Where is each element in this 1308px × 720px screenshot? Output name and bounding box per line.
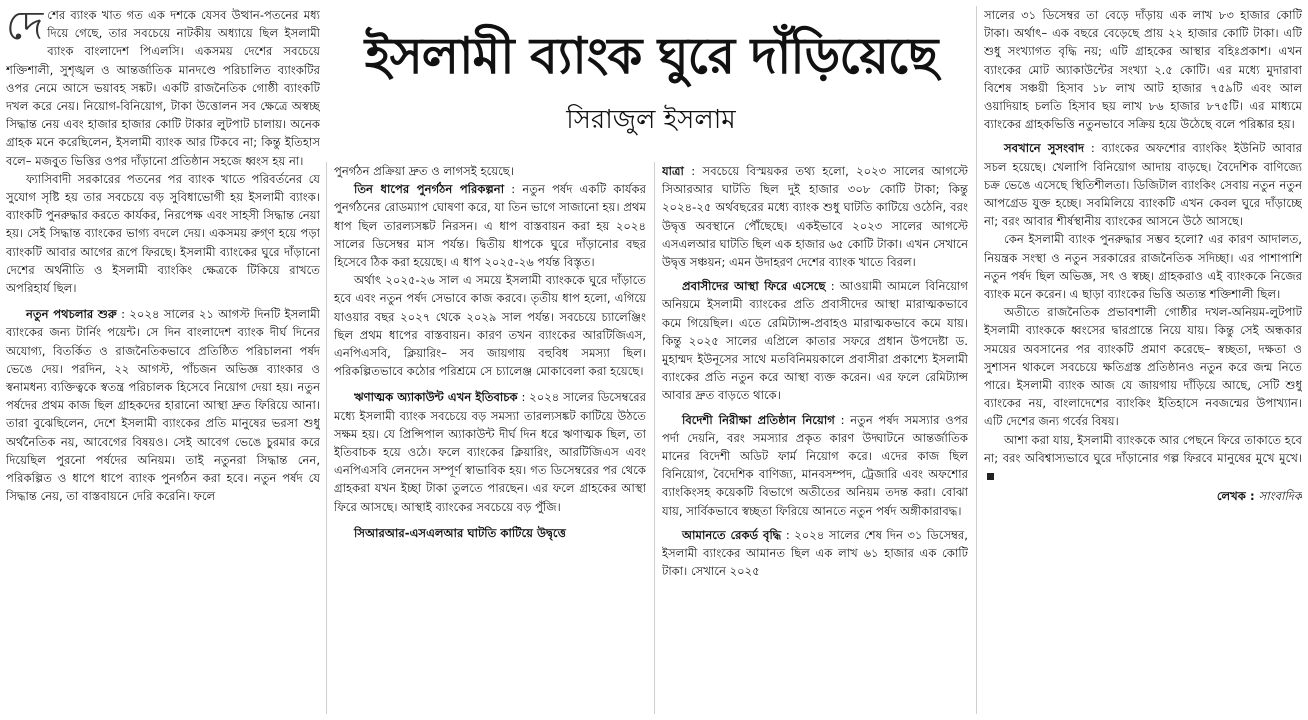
column-divider	[976, 6, 977, 714]
paragraph-text: আশা করা যায়, ইসলামী ব্যাংককে আর পেছনে ফিরে তাকাতে হবে না; বরং অবিশ্বাস্যভাবে ঘুরে দাঁড়ানোর গল্প ফিরবে মানুষের মুখে মুখে।	[984, 432, 1302, 465]
paragraph-text: : নতুন পর্ষদ সমস্যার ওপর পর্দা দেয়নি, বরং সমস্যার প্রকৃত কারণ উদ্ঘাটনে আন্তর্জাতিক মানের বিদেশী অডিট ফার্ম নিয়োগ করে। এদের কাজ ছিল বিনিয়োগ, বৈদেশিক বাণিজ্য, মানবসম্পদ, ট্রেজারি এবং অফশোর ব্যাংকিংসহ কয়েকটি বিভাগে অতীতের অনিয়ম তদন্ত করা। বোঝা যায়, সার্বিকভাবে স্বচ্ছতা ফিরিয়ে আনতে নতুন পর্ষদ অঙ্গীকারাবদ্ধ।	[662, 412, 968, 518]
paragraph	[984, 431, 1302, 486]
subheading: বিদেশী নিরীক্ষা প্রতিষ্ঠান নিয়োগ	[682, 412, 835, 427]
author-label: লেখক :	[1216, 489, 1255, 504]
paragraph	[984, 139, 1302, 230]
paragraph	[662, 411, 968, 520]
subheading: ঋণাত্মক অ্যাকাউন্ট এখন ইতিবাচক	[354, 390, 518, 405]
paragraph-text: : নতুন পর্ষদ একটি কার্যকর পুনর্গঠনের রোডম্যাপ ঘোষণা করে, যা তিন ভাগে সাজানো হয়। প্রথম ধাপ ছিল তারল্যসঙ্কট নিরসন। এ ধাপ বাস্তবায়ন করা হয় ২০২৪ সালের ডিসেম্বর মাস পর্যন্ত। দ্বিতীয় ধাপকে ঘুরে দাঁড়ানোর বছর হিসেবে ঠিক করা হয়েছে। এ ধাপ ২০২৫-২৬ পর্যন্ত বিস্তৃত।	[334, 182, 646, 270]
subheading: নতুন পথচলার শুরু	[26, 307, 117, 322]
byline: সিরাজুল ইসলাম	[566, 105, 736, 135]
paragraph-text: : ২০২৪ সালের ২১ আগস্ট দিনটি ইসলামী ব্যাংকের জন্য টার্নিং পয়েন্ট। সে দিন বাংলাদেশ ব্যাংক দীর্ঘ দিনের অযোগ্য, বিতর্কিত ও রাজনৈতিকভাবে প্রতিষ্ঠিত পরিচালনা পর্ষদ ভেঙে দেয়। পরদিন, ২২ আগস্ট, পাঁচজন অভিজ্ঞ ব্যাংকার ও স্বনামধন্য ব্যক্তিত্বকে স্বতন্ত্র পরিচালক হিসেবে নিয়োগ দেয়া হয়। নতুন পর্ষদের প্রথম কাজ ছিল গ্রাহকদের হারানো আস্থা দ্রুত ফিরিয়ে আনা। তারা বুঝেছিলেন, দেশে ইসলামী ব্যাংকের প্রতি মানুষের ভরসা শুধু অর্থনৈতিক নয়, আবেগের বিষয়ও। সেই আবেগ ভেঙে চুরমার করে দিয়েছিল পুরনো পর্ষদের অনিয়ম। তাই নতুনরা সিদ্ধান্ত নেন, পরিকল্পিত ও ধাপে ধাপে ব্যাংক পুনর্গঠন করা হবে। নতুন পর্ষদ যে সিদ্ধান্ত নেয়, তা বাস্তবায়নে দেরি করেনি। ফলে	[6, 307, 320, 504]
paragraph	[334, 388, 646, 515]
intro-text: শের ব্যাংক খাত গত এক দশকে যেসব উত্থান-পতনের মধ্য দিয়ে গেছে, তার সবচেয়ে নাটকীয় অধ্যায়ে ছিল ইসলামী ব্যাংক বাংলাদেশ পিএলসি। একসময় দেশের সবচেয়ে শক্তিশালী, সুশৃঙ্খল ও আন্তর্জাতিক মানদণ্ডে পরিচালিত ব্যাংকটির ওপর নেমে আসে ভয়াবহ সঙ্কট। একটি রাজনৈতিক গোষ্ঠী ব্যাংকটি দখল করে নেয়। নিয়োগ-বিনিয়োগ, টাকা উত্তোলন সব ক্ষেত্রে অস্বচ্ছ সিদ্ধান্ত নেয় এবং হাজার হাজার কোটি টাকার লুটপাট চালায়। অনেক গ্রাহক মনে করেছিলেন, ইসলামী ব্যাংক আর টিকবে না; কিন্তু ইতিহাস বলে– মজবুত ভিত্তির ওপর দাঁড়ানো প্রতিষ্ঠান সহজে ধ্বংস হয় না।	[6, 8, 320, 168]
paragraph	[334, 524, 646, 542]
paragraph-text: : ২০২৪ সালের ডিসেম্বরের মধ্যে ইসলামী ব্যাংক সবচেয়ে বড় সমস্যা তারল্যসঙ্কট কাটিয়ে উঠতে সক্ষম হয়। যে প্রিন্সিপাল অ্যাকাউন্ট দীর্ঘ দিন ধরে ঋণাত্মক ছিল, তা ইতিবাচক হয়ে ওঠে। ফলে ব্যাংকের ক্লিয়ারিং, আরটিজিএস এবং এনপিএসবি লেনদেন সম্পূর্ণ স্বাভাবিক হয়। গত ডিসেম্বরের পর থেকে গ্রাহকরা যখন ইচ্ছা টাকা তুলতে পারছেন। এর ফলে গ্রাহকের আস্থা ফিরে আসছে। আস্থাই ব্যাংকের সবচেয়ে বড় পুঁজি।	[334, 390, 646, 514]
article-column-2	[334, 162, 646, 718]
subheading: আমানতে রেকর্ড বৃদ্ধি	[682, 527, 782, 542]
paragraph	[6, 305, 320, 505]
column-divider	[326, 162, 327, 714]
article-column-1	[6, 6, 320, 718]
paragraph	[334, 180, 646, 271]
paragraph	[662, 277, 968, 404]
article-column-3	[662, 162, 968, 718]
paragraph: সালের ৩১ ডিসেম্বর তা বেড়ে দাঁড়ায় এক লাখ ৮৩ হাজার কোটি টাকা। অর্থাৎ– এক বছরে বেড়েছে প্রায় ২২ হাজার কোটি টাকা। এটি শুধু সংখ্যাগত বৃদ্ধি নয়; এটি গ্রাহকের আস্থার বহিঃপ্রকাশ। এখন ব্যাংকের মোট অ্যাকাউন্টের সংখ্যা ২.৫ কোটি। এর মধ্যে মুদারাবা বিশেষ সঞ্চয়ী হিসাব ১৮ লাখ আট হাজার ৭৫৯টি এবং আল ওয়াদিয়াহ চলতি হিসাব ছয় লাখ ৮৬ হাজার ৮৭৫টি। এর মাধ্যমে ব্যাংকের গ্রাহকভিত্তি নতুনভাবে সক্রিয় হয়ে উঠেছে বলে পরিষ্কার হয়।	[984, 8, 1302, 132]
subheading: তিন ধাপের পুনর্গঠন পরিকল্পনা	[354, 182, 505, 197]
subheading: সবখানে সুসংবাদ	[1004, 141, 1085, 156]
article-column-4	[984, 6, 1302, 718]
paragraph-text: : ব্যাংকের অফশোর ব্যাংকিং ইউনিট আবার সচল হয়েছে। খেলাপি বিনিয়োগ আদায় বাড়ছে। বৈদেশিক বাণিজ্যে চক্র ভেঙে এসেছে স্থিতিশীলতা। ডিজিটাল ব্যাংকিং সেবায় নতুন নতুন আপগ্রেড যুক্ত হচ্ছে। সবমিলিয়ে ব্যাংকটি এখন কেবল ঘুরে দাঁড়াচ্ছে না; বরং আবার শীর্ষস্থানীয় ব্যাংকের আসনে উঠে আসছে।	[984, 141, 1302, 229]
paragraph-text: : সবচেয়ে বিস্ময়কর তথ্য হলো, ২০২৩ সালের আগস্টে সিআরআর ঘাটতি ছিল দুই হাজার ৩০৮ কোটি টাকা; কিন্তু ২০২৪-২৫ অর্থবছরের মধ্যে ব্যাংক শুধু ঘাটতি কাটিয়ে ওঠেনি, বরং উদ্বৃত্ত অবস্থানে পৌঁছেছে। একইভাবে ২০২৩ সালের আগস্টে এসএলআর ঘাটতি ছিল এক হাজার ৬৫ কোটি টাকা। এখন সেখানে উদ্বৃত্ত সঞ্চয়ন; এমন উদাহরণ দেশের ব্যাংক খাতে বিরল।	[662, 164, 968, 270]
paragraph: অতীতে রাজনৈতিক প্রভাবশালী গোষ্ঠীর দখল-অনিয়ম-লুটপাট ইসলামী ব্যাংককে ধ্বংসের দ্বারপ্রান্তে নিয়ে যায়। কিন্তু সেই অন্ধকার সময়ের অবসানের পর ব্যাংকটি প্রমাণ করেছে– স্বচ্ছতা, দক্ষতা ও সুশাসন থাকলে সবচেয়ে ক্ষতিগ্রস্ত প্রতিষ্ঠানও নতুন করে জন্ম নিতে পারে। ইসলামী ব্যাংক আজ যে জায়গায় দাঁড়িয়ে আছে, সেটি শুধু ব্যাংকের নয়, বাংলাদেশের ব্যাংকিং ইতিহাসে নবজন্মের উপাখ্যান। এটি দেশের জন্য গর্বের বিষয়।	[984, 305, 1302, 429]
column-divider	[654, 162, 655, 714]
drop-cap: দে	[6, 6, 44, 49]
headline: ইসলামী ব্যাংক ঘুরে দাঁড়িয়েছে	[364, 26, 938, 85]
paragraph: পুনর্গঠন প্রক্রিয়া দ্রুত ও লাগসই হয়েছে।	[334, 164, 514, 178]
subheading: সিআরআর-এসএলআর ঘাটতি কাটিয়ে উদ্বৃত্তে	[354, 525, 566, 540]
paragraph: ফ্যাসিবাদী সরকারের পতনের পর ব্যাংক খাতে পরিবর্তনের যে সুযোগ সৃষ্টি হয় তার সবচেয়ে বড় সুবিধাভোগী হয় ইসলামী ব্যাংক। ব্যাংকটি পুনরুদ্ধার করতে কার্যকর, নিরপেক্ষ এবং সাহসী সিদ্ধান্ত নেয়া হয়। সেই সিদ্ধান্ত ব্যাংকের ভাগ্য বদলে দেয়। একসময় রুগ্ণ হয়ে পড়া ব্যাংকটি আবার আগের রূপে ফিরছে। ইসলামী ব্যাংকের ঘুরে দাঁড়ানো দেশের অর্থনীতি ও ইসলামী ব্যাংকিং ক্ষেত্রকে টিকিয়ে রাখতে অপরিহার্য ছিল।	[6, 171, 320, 296]
author-value: সাংবাদিক	[1258, 489, 1302, 504]
subheading: যাত্রা	[662, 164, 684, 178]
paragraph	[662, 162, 968, 271]
paragraph	[662, 526, 968, 581]
end-mark-icon	[987, 473, 994, 480]
author-credit	[984, 487, 1302, 505]
paragraph: কেন ইসলামী ব্যাংক পুনরুদ্ধার সম্ভব হলো? এর কারণ আদালত, নিয়ন্ত্রক সংস্থা ও নতুন সরকারের রাজনৈতিক সদিচ্ছা। এর পাশাপাশি নতুন পর্ষদ ছিল অভিজ্ঞ, সৎ ও স্বচ্ছ। গ্রাহকরাও এই ব্যাংককে নিজের ব্যাংক মনে করেন। এ ছাড়া ব্যাংকের ভিত্তি অত্যন্ত শক্তিশালী ছিল।	[984, 232, 1302, 302]
paragraph-text: : আওয়ামী আমলে বিনিয়োগ অনিয়মে ইসলামী ব্যাংকের প্রতি প্রবাসীদের আস্থা মারাত্মকভাবে কমে গিয়েছিল। এতে রেমিট্যান্স-প্রবাহও মারাত্মকভাবে কমে যায়। কিন্তু ২০২৫ সালের এপ্রিলে কাতার সফরে প্রধান উপদেষ্টা ড. মুহাম্মদ ইউনূসের সাথে মতবিনিময়কালে প্রবাসীরা প্রকাশ্যে ইসলামী ব্যাংকের প্রতি নতুন করে আস্থা ব্যক্ত করেন। এর ফলে রেমিট্যান্স আবার দ্রুত বাড়তে থাকে।	[662, 279, 968, 403]
intro-paragraph	[6, 6, 320, 170]
paragraph-text: : ২০২৪ সালের শেষ দিন ৩১ ডিসেম্বর, ইসলামী ব্যাংকের আমানত ছিল এক লাখ ৬১ হাজার এক কোটি টাকা। সেখানে ২০২৫	[662, 527, 968, 579]
headline-block	[334, 8, 968, 154]
paragraph: অর্থাৎ ২০২৫-২৬ সাল এ সময়ে ইসলামী ব্যাংককে ঘুরে দাঁড়াতে হবে এবং নতুন পর্ষদ সেভাবে কাজ করবে। তৃতীয় ধাপ হলো, এগিয়ে যাওয়ার বছর ২০২৭ থেকে ২০২৯ সাল পর্যন্ত। সবচেয়ে চ্যালেঞ্জিং ছিল প্রথম ধাপের বাস্তবায়ন। কারণ তখন ব্যাংকের আরটিজিএস, এনপিএসবি, ক্লিয়ারিং– সব জায়গায় বহুবিধ সমস্যা ছিল। পরিকল্পিতভাবে কঠোর পরিশ্রমে সে চ্যালেঞ্জ মোকাবেলা করা হয়েছে।	[334, 273, 646, 379]
subheading: প্রবাসীদের আস্থা ফিরে এসেছে	[682, 279, 826, 294]
